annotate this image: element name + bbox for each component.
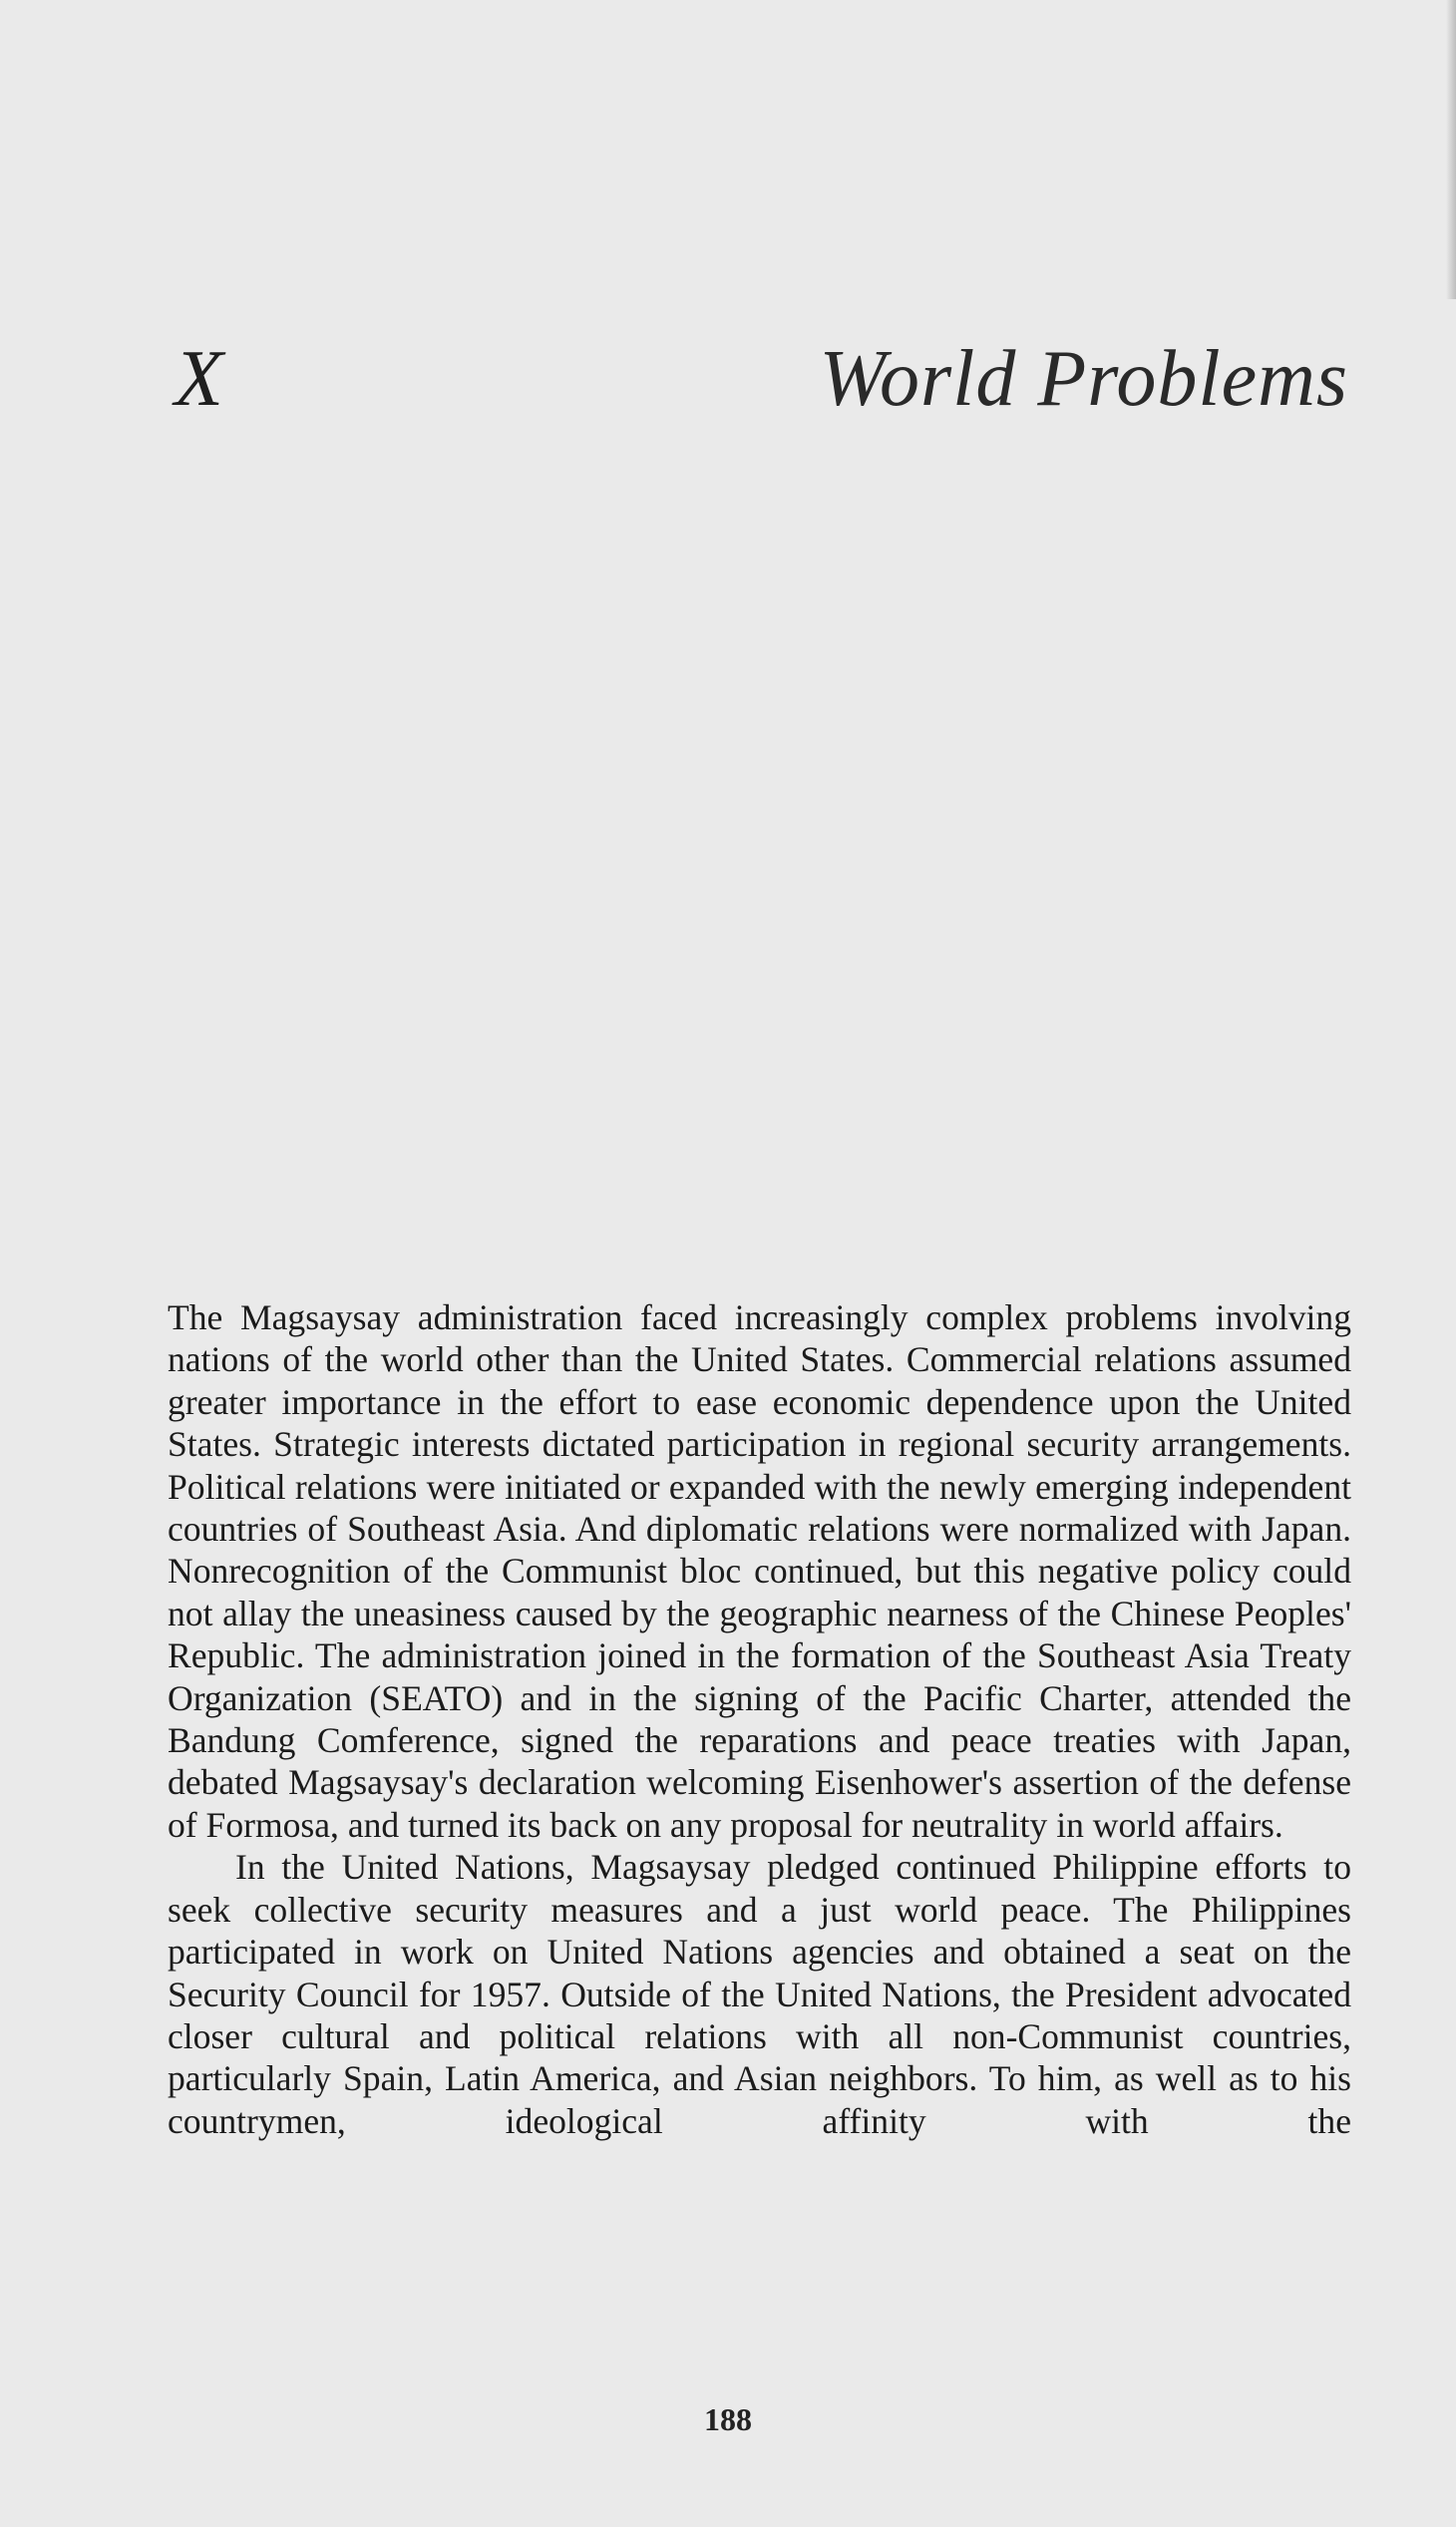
page-edge-shadow [1446,0,1456,299]
chapter-number: X [175,335,223,423]
paragraph-1: The Magsaysay administration faced increasingly complex problems involving nations of the world other than the United States. Commercial relations assumed greater importance in the effort to ease economic dependence upon the United States. Strategic interests dictated participation in regional security arrangements. Political relations were initiated or expanded with the newly emerging independent countries of Southeast Asia. And diplomatic relations were normalized with Japan. Nonrecognition of the Communist bloc continued, but this negative policy could not allay the uneasiness caused by the geographic nearness of the Chinese Peoples' Republic. The administration joined in the formation of the Southeast Asia Treaty Organization (SEATO) and in the signing of the Pacific Charter, attended the Bandung Comference, signed the reparations and peace treaties with Japan, debated Magsaysay's declaration welcoming Eisenhower's assertion of the defense of Formosa, and turned its back on any proposal for neutrality in world affairs. [168,1297,1351,1845]
chapter-title: World Problems [819,335,1348,423]
page-number: 188 [704,2401,752,2437]
body-text [168,1296,1351,2142]
paragraph-2: In the United Nations, Magsaysay pledged continued Philippine efforts to seek collective security measures and a just world peace. The Philippines participated in work on United Nations agencies and obtained a seat on the Security Council for 1957. Outside of the United Nations, the President advocated closer cultural and political relations with all non-Communist countries, particularly Spain, Latin America, and Asian neighbors. To him, as well as to his countrymen, ideological affinity with the [168,1847,1351,2141]
